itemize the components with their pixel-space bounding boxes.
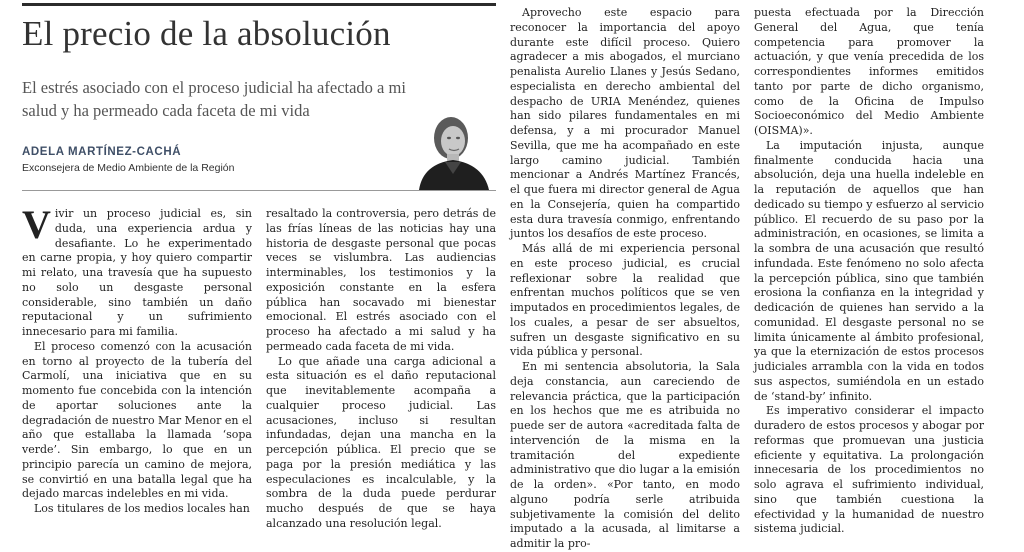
paragraph: Más allá de mi experiencia personal en este proceso judicial, es crucial reflexionar sobre la realidad que enfrentan muchos políticos que se ven imputados en procedimientos legales, de los cuales, a pesar de ser absueltos, sufren un desgaste significativo en su vida pública y personal.: [510, 242, 740, 359]
paragraph: El proceso comenzó con la acusación en torno al proyecto de la tubería del Carmolí, una iniciativa que en su momento fue concebida con la intención de aportar soluciones ante la degradación de nuestro Mar Menor en el año que estallaba la llamada ‘sopa verde’. Sin embargo, lo que en un principio parecía un camino de mejora, se convirtió en una batalla legal que ha dejado marcas indelebles en mi vida.: [22, 339, 252, 501]
article-column-2: [266, 207, 496, 532]
paragraph: puesta efectuada por la Dirección General del Agua, que tenía competencia para promover la actuación, y que venía precedida de los correspondientes informes emitidos tanto por parte de dicho organismo, como de la Oficina de Impulso Socioeconómico del Medio Ambiente (OISMA)».: [754, 6, 984, 137]
author-name: ADELA MARTÍNEZ-CACHÁ: [22, 146, 182, 158]
paragraph: En mi sentencia absolutoria, la Sala deja constancia, aun careciendo de relevancia práctica, que la participación en los hechos que me es atribuida no puede ser de autora «acreditada falta de intervención de la misma en la tramitación del expediente administrativo que dio lugar a la emisión de la orden». «Por tanto, en modo alguno podría serle atribuida subjetivamente la comisión del delito imputado a la acusada, al limitarse a admitir la pro-: [510, 360, 740, 550]
paragraph: Lo que añade una carga adicional a esta situación es el daño reputacional que inevitablemente acompaña a cualquier proceso judicial. Las acusaciones, incluso si resultan infundadas, dejan una mancha en la percepción pública. El precio que se paga por la presión mediática y las especulaciones es incalculable, y la sombra de la duda puede perdurar mucho después de que se haya alcanzado una resolución legal.: [266, 354, 496, 530]
article-column-4: [754, 6, 984, 537]
paragraph: [22, 202, 252, 340]
subtitle: El estrés asociado con el proceso judicial ha afectado a mi salud y ha permeado cada faceta de mi vida: [22, 78, 406, 120]
author-role: Exconsejera de Medio Ambiente de la Región: [22, 162, 235, 174]
author-portrait: [413, 108, 495, 190]
paragraph: Es imperativo considerar el impacto duradero de estos procesos y abogar por reformas que promuevan una justicia eficiente y equitativa. La prolongación innecesaria de los procedimientos no solo agrava el sufrimiento individual, sino que también cuestiona la efectividad y la humanidad de nuestro sistema judicial.: [754, 404, 984, 536]
header-divider: [22, 190, 496, 191]
article-column-3: [510, 6, 740, 552]
top-rule: [22, 3, 496, 6]
paragraph: Aprovecho este espacio para reconocer la importancia del apoyo durante este difícil proceso. Quiero agradecer a mis abogados, el murciano penalista Aurelio Llanes y Jesús Sedano, especialista en derecho ambiental del despacho de URIA Menéndez, quienes han sido pilares fundamentales en mi defensa, y a mi procurador Manuel Sevilla, que me ha acompañado en este largo camino judicial. También mencionar a Andrés Martínez Francés, el que fuera mi director general de Agua en la Consejería, quien ha compartido esta dura travesía conmigo, enfrentando juntos los desafíos de este proceso.: [510, 6, 740, 241]
paragraph: La imputación injusta, aunque finalmente conducida hacia una absolución, deja una huella indeleble en la reputación de aquellos que han dedicado su tiempo y esfuerzo al servicio público. El recuerdo de su paso por la administración, en ocasiones, se limita a la sombra de una acusación que resultó infundada. Este fenómeno no solo afecta la percepción pública, sino que también erosiona la confianza en la integridad y dedicación de quienes han servido a la comunidad. El desgaste personal no se limita únicamente al ámbito profesional, ya que la eternización de estos procesos judiciales arrambla con la vida en todos sus aspectos, sumiéndola en un estado de ‘stand-by’ infinito.: [754, 138, 984, 403]
headline: El precio de la absolución: [22, 14, 391, 53]
paragraph-text: ivir un proceso judicial es, sin duda, una experiencia ardua y desafiante. Lo he experimentado en carne propia, y hoy quiero compartir mi relato, una travesía que ha supuesto no solo un desgaste personal considerable, sino también un daño reputacional y un sufrimiento innecesario para mi familia.: [22, 207, 252, 338]
article-column-1: [22, 202, 252, 517]
paragraph: Los titulares de los medios locales han: [34, 502, 250, 515]
paragraph: resaltado la controversia, pero detrás de las frías líneas de las noticias hay una historia de desgaste personal que pocas veces se vislumbra. Las audiencias interminables, los testimonios y la exposición constante en la esfera pública han socavado mi bienestar emocional. El estrés asociado con el proceso ha afectado a mi salud y ha permeado cada faceta de mi vida.: [266, 207, 496, 353]
drop-cap: V: [22, 202, 51, 247]
